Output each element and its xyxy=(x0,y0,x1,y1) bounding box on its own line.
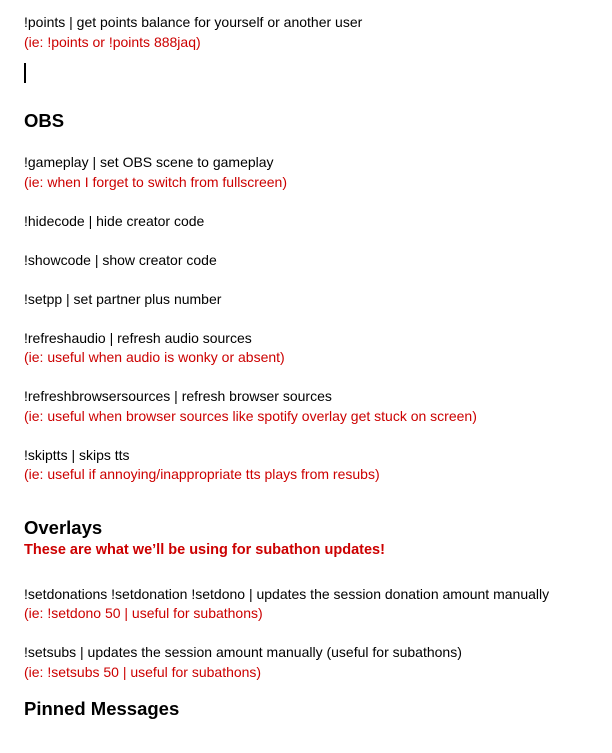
section-heading-obs: OBS xyxy=(24,110,65,131)
command-text: !setdonations !setdonation !setdono | updates the session donation amount manually xyxy=(24,585,550,602)
text-cursor xyxy=(24,63,26,83)
section-subheading-overlays: These are what we’ll be using for subathon updates! xyxy=(24,541,385,558)
command-example: (ie: useful if annoying/inappropriate tts plays from resubs) xyxy=(24,466,380,482)
command-skiptts xyxy=(24,446,604,485)
obs-command-list xyxy=(24,153,604,485)
command-text: !setsubs | updates the session amount manually (useful for subathons) xyxy=(24,644,462,660)
command-refreshaudio xyxy=(24,329,604,368)
command-text: !refreshbrowsersources | refresh browser sources xyxy=(24,388,332,404)
command-example: (ie: useful when audio is wonky or absent) xyxy=(24,349,285,365)
command-text: !refreshaudio | refresh audio sources xyxy=(24,329,252,346)
overlays-command-list xyxy=(24,585,604,683)
command-example: (ie: !points or !points 888jaq) xyxy=(24,33,201,50)
command-text: !hidecode | hide creator code xyxy=(24,212,205,229)
section-heading-overlays: Overlays xyxy=(24,516,103,538)
command-setdonations xyxy=(24,585,604,624)
command-hidecode xyxy=(24,212,604,232)
command-text: !setpp | set partner plus number xyxy=(24,290,222,307)
command-refreshbrowsersources xyxy=(24,387,604,426)
command-example: (ie: !setdono 50 | useful for subathons) xyxy=(24,605,263,621)
command-example: (ie: useful when browser sources like spotify overlay get stuck on screen) xyxy=(24,407,477,424)
command-setpp xyxy=(24,290,604,310)
command-example: (ie: when I forget to switch from fullscreen) xyxy=(24,173,287,190)
section-heading-pinned: Pinned Messages xyxy=(24,698,180,719)
document-page xyxy=(24,13,604,720)
command-text: !points | get points balance for yourself or another user xyxy=(24,14,363,30)
command-points xyxy=(24,13,604,52)
command-text: !gameplay | set OBS scene to gameplay xyxy=(24,154,274,170)
command-text: !skiptts | skips tts xyxy=(24,446,130,463)
command-showcode xyxy=(24,251,604,271)
command-text: !showcode | show creator code xyxy=(24,251,217,268)
command-gameplay xyxy=(24,153,604,192)
command-setsubs xyxy=(24,643,604,682)
command-example: (ie: !setsubs 50 | useful for subathons) xyxy=(24,663,262,680)
